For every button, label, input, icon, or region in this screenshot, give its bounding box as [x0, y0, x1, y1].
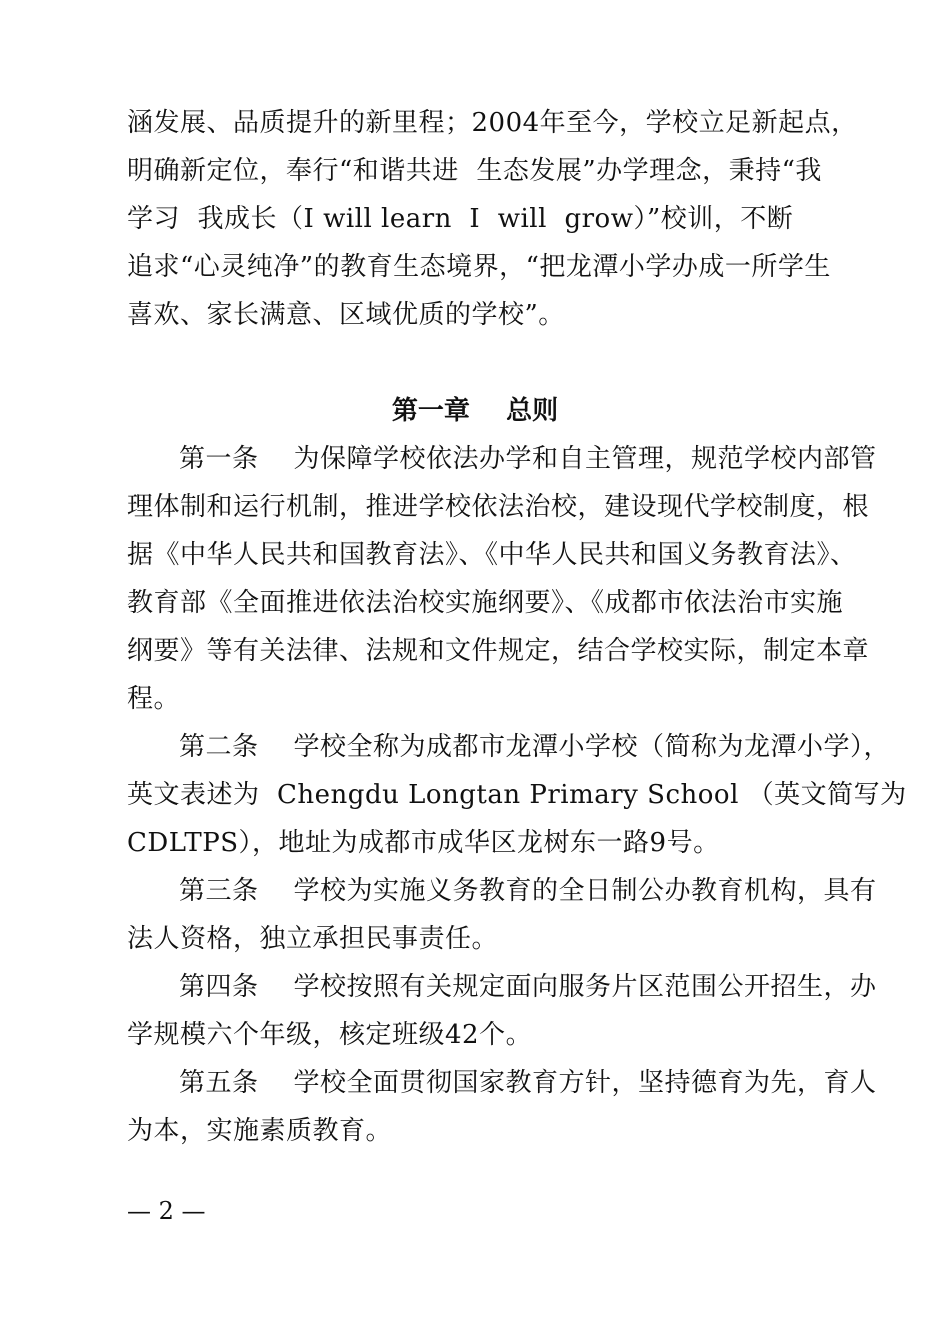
page-number: — 2 —	[127, 1197, 206, 1225]
article-line: 理体制和运行机制，推进学校依法治校，建设现代学校制度，根	[127, 492, 870, 522]
article-line: 学规模六个年级，核定班级42个。	[127, 1020, 533, 1050]
article-line: 为本，实施素质教育。	[127, 1116, 393, 1146]
intro-line: 学习 我成长（I will learn I will grow）”校训，不断	[127, 204, 794, 234]
article-line: 第三条 学校为实施义务教育的全日制公办教育机构，具有	[179, 876, 877, 906]
article-line: 第一条 为保障学校依法办学和自主管理，规范学校内部管	[179, 444, 877, 474]
article-line: 第二条 学校全称为成都市龙潭小学校（简称为龙潭小学），	[179, 732, 891, 762]
chapter-title: 第一章 总则	[391, 396, 559, 426]
article-line: 据《中华人民共和国教育法》、《中华人民共和国义务教育法》、	[127, 540, 857, 570]
article-line: 纲要》等有关法律、法规和文件规定，结合学校实际，制定本章	[127, 636, 870, 666]
intro-line: 追求“心灵纯净”的教育生态境界，“把龙潭小学办成一所学生	[127, 252, 831, 282]
intro-line: 涵发展、品质提升的新里程；2004年至今，学校立足新起点，	[127, 108, 858, 138]
intro-line: 明确新定位，奉行“和谐共进 生态发展”办学理念，秉持“我	[127, 156, 822, 186]
article-line: CDLTPS），地址为成都市成华区龙树东一路9号。	[127, 828, 720, 858]
article-line: 第四条 学校按照有关规定面向服务片区范围公开招生，办	[179, 972, 877, 1002]
article-line: 程。	[127, 684, 181, 714]
article-line: 教育部《全面推进依法治校实施纲要》、《成都市依法治市实施	[127, 588, 844, 618]
article-line: 英文表述为 Chengdu Longtan Primary School （英文简写为	[127, 780, 907, 810]
intro-line: 喜欢、家长满意、区域优质的学校”。	[127, 300, 565, 330]
article-line: 第五条 学校全面贯彻国家教育方针，坚持德育为先，育人	[179, 1068, 877, 1098]
article-line: 法人资格，独立承担民事责任。	[127, 924, 499, 954]
